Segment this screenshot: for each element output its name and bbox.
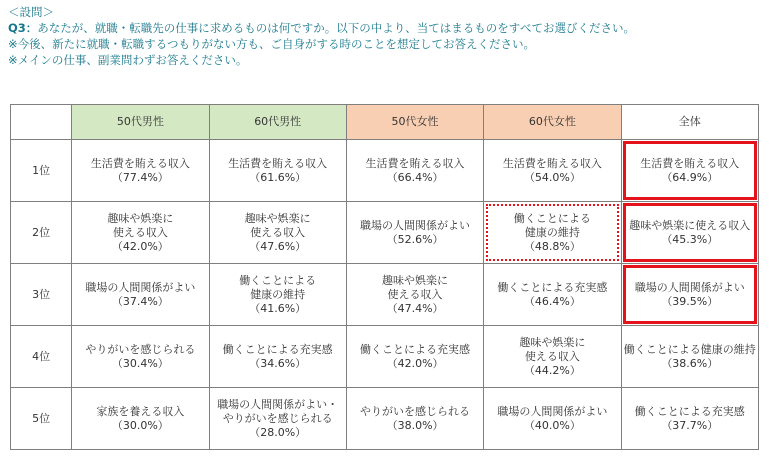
cell-percentage: （64.9%） bbox=[661, 170, 719, 184]
cell-item: やりがいを感じられる bbox=[85, 342, 196, 356]
rank-label: 3位 bbox=[11, 264, 72, 326]
cell-percentage: （40.0%） bbox=[523, 418, 581, 432]
cell-percentage: （37.7%） bbox=[661, 418, 719, 432]
cell-item: 趣味や娯楽に 使える収入 bbox=[519, 335, 586, 363]
rank-label: 1位 bbox=[11, 140, 72, 202]
cell-percentage: （42.0%） bbox=[386, 356, 444, 370]
cell-item: 生活費を賄える収入 bbox=[228, 156, 328, 170]
cell-percentage: （47.4%） bbox=[386, 301, 444, 315]
cell-item: 生活費を賄える収入 bbox=[502, 156, 602, 170]
cell-percentage: （45.3%） bbox=[661, 232, 719, 246]
ranking-table bbox=[10, 104, 759, 450]
cell-item: 働くことによる健康の維持 bbox=[623, 342, 756, 356]
table-cell bbox=[72, 326, 209, 388]
table-cell bbox=[484, 202, 621, 264]
table-cell bbox=[621, 202, 758, 264]
cell-item: 職場の人間関係がよい・ やりがいを感じられる bbox=[217, 397, 339, 425]
table-cell bbox=[346, 326, 483, 388]
cell-percentage: （30.0%） bbox=[111, 418, 169, 432]
column-header-50s-female: 50代女性 bbox=[346, 105, 483, 140]
cell-item: 働くことによる充実感 bbox=[634, 404, 745, 418]
table-cell bbox=[346, 140, 483, 202]
table-cell bbox=[209, 326, 346, 388]
table-row bbox=[11, 140, 759, 202]
cell-percentage: （28.0%） bbox=[249, 425, 307, 439]
cell-item: 趣味や娯楽に 使える収入 bbox=[244, 211, 311, 239]
cell-item: 働くことによる 健康の維持 bbox=[239, 273, 317, 301]
column-header-overall: 全体 bbox=[621, 105, 758, 140]
cell-percentage: （34.6%） bbox=[249, 356, 307, 370]
table-cell bbox=[621, 388, 758, 450]
cell-item: 職場の人間関係がよい bbox=[497, 404, 608, 418]
column-header-60s-male: 60代男性 bbox=[209, 105, 346, 140]
cell-percentage: （66.4%） bbox=[386, 170, 444, 184]
table-header-row bbox=[11, 105, 759, 140]
table-cell bbox=[484, 388, 621, 450]
rank-label: 2位 bbox=[11, 202, 72, 264]
cell-item: 職場の人間関係がよい bbox=[85, 280, 196, 294]
table-row bbox=[11, 264, 759, 326]
table-cell bbox=[484, 264, 621, 326]
cell-percentage: （38.6%） bbox=[661, 356, 719, 370]
cell-percentage: （52.6%） bbox=[386, 232, 444, 246]
cell-percentage: （48.8%） bbox=[523, 239, 581, 253]
table-cell bbox=[72, 140, 209, 202]
table-cell bbox=[346, 264, 483, 326]
table-row bbox=[11, 202, 759, 264]
cell-item: やりがいを感じられる bbox=[360, 404, 471, 418]
cell-percentage: （37.4%） bbox=[111, 294, 169, 308]
cell-percentage: （38.0%） bbox=[386, 418, 444, 432]
cell-percentage: （46.4%） bbox=[523, 294, 581, 308]
rank-label: 5位 bbox=[11, 388, 72, 450]
cell-percentage: （41.6%） bbox=[249, 301, 307, 315]
cell-percentage: （47.6%） bbox=[249, 239, 307, 253]
question-line bbox=[8, 20, 763, 36]
column-header-60s-female: 60代女性 bbox=[484, 105, 621, 140]
cell-item: 生活費を賄える収入 bbox=[640, 156, 740, 170]
note-main-side-job: ※メインの仕事、副業問わずお答えください。 bbox=[8, 53, 248, 67]
cell-item: 職場の人間関係がよい bbox=[634, 280, 745, 294]
rank-label: 4位 bbox=[11, 326, 72, 388]
table-cell bbox=[209, 264, 346, 326]
table-cell bbox=[621, 140, 758, 202]
table-cell bbox=[484, 140, 621, 202]
cell-item: 働くことによる 健康の維持 bbox=[513, 211, 591, 239]
note-future: ※今後、新たに就職・転職するつもりがない方も、ご自身がする時のことを想定してお答えください。 bbox=[8, 37, 536, 51]
cell-percentage: （44.2%） bbox=[523, 363, 581, 377]
cell-item: 働くことによる充実感 bbox=[360, 342, 471, 356]
table-cell bbox=[621, 326, 758, 388]
table-row bbox=[11, 388, 759, 450]
cell-item: 趣味や娯楽に 使える収入 bbox=[107, 211, 174, 239]
question-text: あなたが、就職・転職先の仕事に求めるものは何ですか。以下の中より、当てはまるものをすべてお選びください。 bbox=[37, 21, 636, 35]
corner-cell bbox=[11, 105, 72, 140]
cell-item: 趣味や娯楽に 使える収入 bbox=[382, 273, 449, 301]
section-label: ＜設問＞ bbox=[8, 5, 54, 19]
cell-item: 働くことによる充実感 bbox=[497, 280, 608, 294]
table-cell bbox=[72, 202, 209, 264]
column-header-50s-male: 50代男性 bbox=[72, 105, 209, 140]
cell-item: 生活費を賄える収入 bbox=[90, 156, 190, 170]
table-cell bbox=[621, 264, 758, 326]
cell-item: 生活費を賄える収入 bbox=[365, 156, 465, 170]
table-cell bbox=[346, 388, 483, 450]
cell-item: 働くことによる充実感 bbox=[222, 342, 333, 356]
table-cell bbox=[72, 264, 209, 326]
cell-percentage: （30.4%） bbox=[111, 356, 169, 370]
cell-percentage: （61.6%） bbox=[249, 170, 307, 184]
table-cell bbox=[209, 202, 346, 264]
cell-percentage: （39.5%） bbox=[661, 294, 719, 308]
question-header bbox=[8, 4, 763, 68]
table-cell bbox=[209, 388, 346, 450]
cell-item: 家族を養える収入 bbox=[96, 404, 185, 418]
cell-item: 趣味や娯楽に使える収入 bbox=[629, 218, 751, 232]
cell-item: 職場の人間関係がよい bbox=[360, 218, 471, 232]
table-cell bbox=[484, 326, 621, 388]
cell-percentage: （77.4%） bbox=[111, 170, 169, 184]
cell-percentage: （54.0%） bbox=[523, 170, 581, 184]
cell-percentage: （42.0%） bbox=[111, 239, 169, 253]
question-label: Q3： bbox=[8, 21, 38, 35]
table-cell bbox=[346, 202, 483, 264]
table-cell bbox=[209, 140, 346, 202]
table-cell bbox=[72, 388, 209, 450]
table-row bbox=[11, 326, 759, 388]
